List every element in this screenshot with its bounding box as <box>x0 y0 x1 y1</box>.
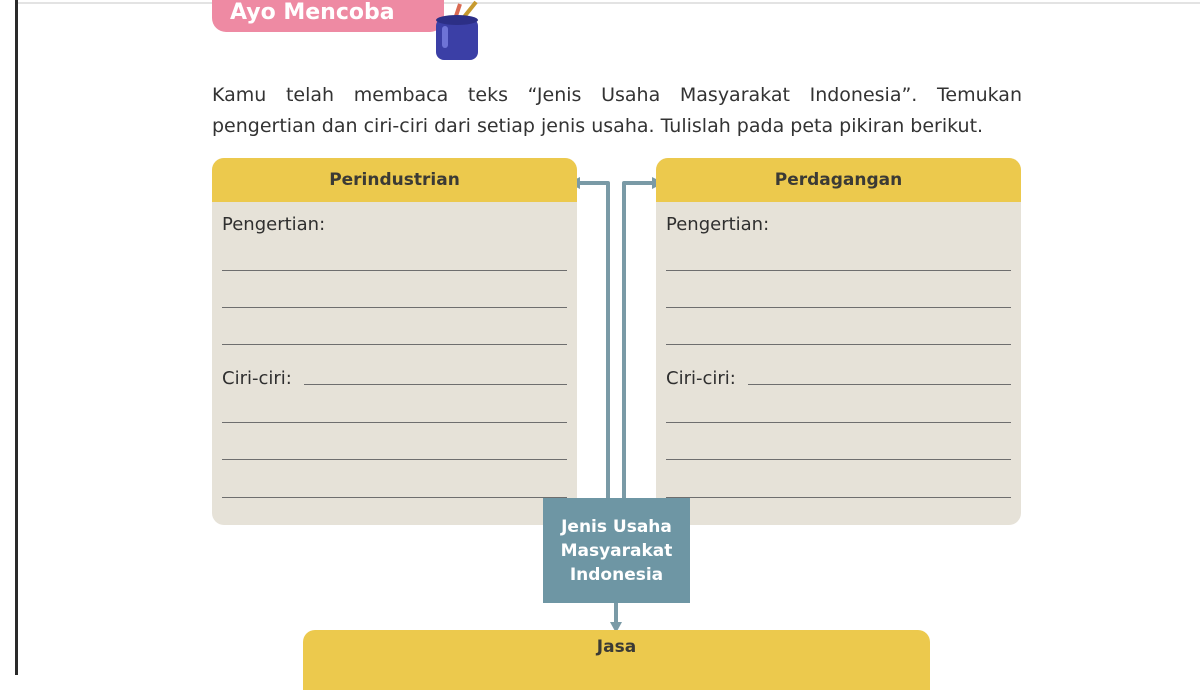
mindmap-center-node <box>543 498 690 603</box>
answer-line[interactable] <box>748 384 1011 385</box>
answer-line[interactable] <box>666 459 1011 460</box>
card-jasa <box>303 630 930 690</box>
center-line-1: Jenis Usaha <box>561 516 672 537</box>
answer-line[interactable] <box>222 307 567 308</box>
answer-line[interactable] <box>304 384 567 385</box>
characteristics-label: Ciri-ciri: <box>222 368 292 389</box>
card-title: Perindustrian <box>212 158 577 202</box>
definition-label: Pengertian: <box>666 214 770 235</box>
answer-line[interactable] <box>666 307 1011 308</box>
instructions-text: Kamu telah membaca teks “Jenis Usaha Masyarakat Indonesia”. Temukan pengertian dan ciri-ciri dari setiap jenis usaha. Tulislah pada peta pikiran berikut. <box>212 84 1022 137</box>
answer-line[interactable] <box>666 497 1011 498</box>
card-perdagangan <box>656 158 1021 525</box>
answer-line[interactable] <box>666 344 1011 345</box>
card-title: Perdagangan <box>656 158 1021 202</box>
card-title: Jasa <box>596 637 637 657</box>
center-line-2: Masyarakat <box>560 540 673 561</box>
answer-line[interactable] <box>222 459 567 460</box>
characteristics-label: Ciri-ciri: <box>666 368 736 389</box>
answer-line[interactable] <box>222 270 567 271</box>
answer-line[interactable] <box>666 422 1011 423</box>
banner-title: Ayo Mencoba <box>230 0 395 25</box>
answer-line[interactable] <box>222 344 567 345</box>
answer-line[interactable] <box>222 497 567 498</box>
center-line-3: Indonesia <box>569 564 664 585</box>
definition-label: Pengertian: <box>222 214 326 235</box>
answer-line[interactable] <box>666 270 1011 271</box>
card-perindustrian <box>212 158 577 525</box>
answer-line[interactable] <box>222 422 567 423</box>
